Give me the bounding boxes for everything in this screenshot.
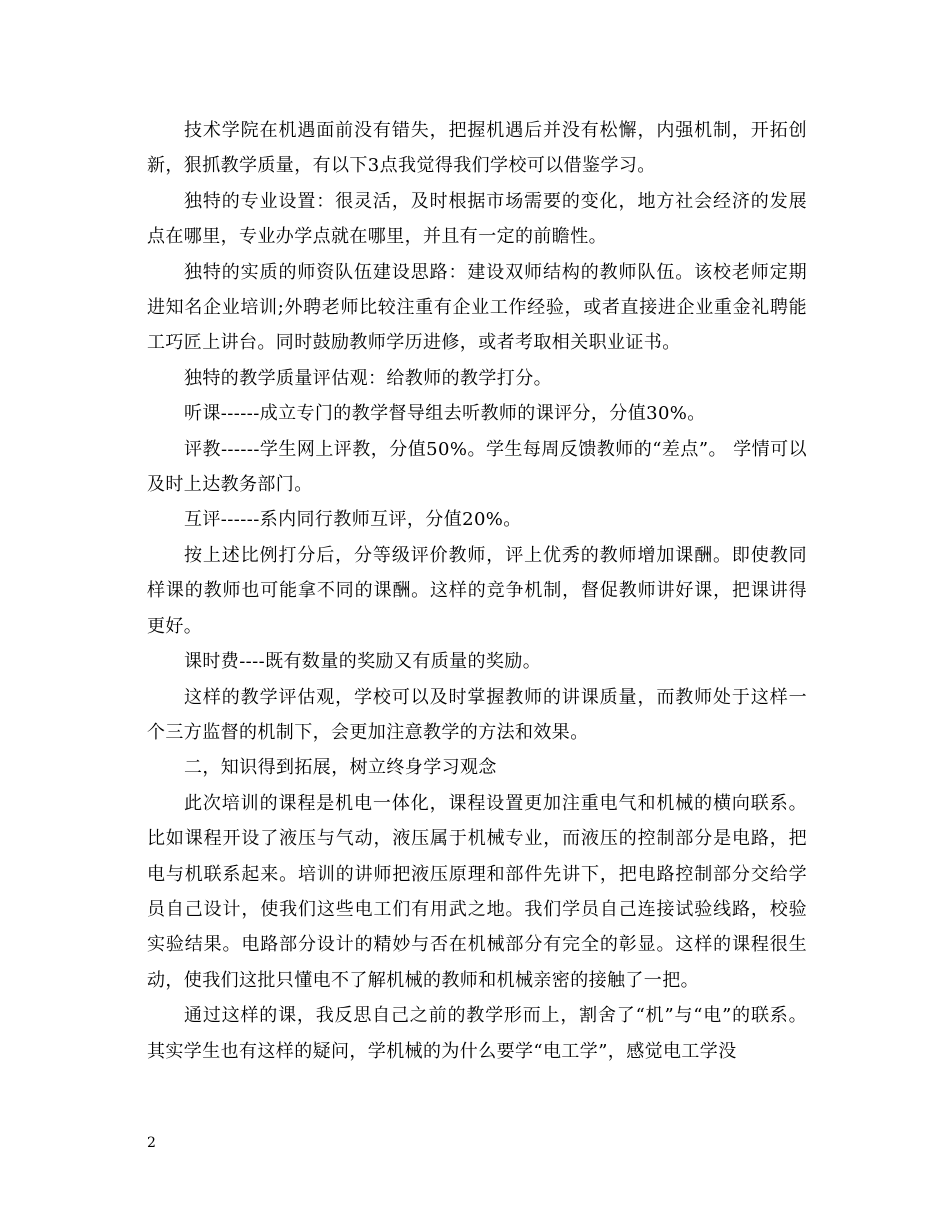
paragraph: 技术学院在机遇面前没有错失，把握机遇后并没有松懈，内强机制，开拓创新，狠抓教学质量，有以下3点我觉得我们学校可以借鉴学习。 (147, 120, 807, 177)
paragraph: 通过这样的课，我反思自己之前的教学形而上，割舍了“机”与“电”的联系。其实学生也有这样的疑问，学机械的为什么要学“电工学”，感觉电工学没 (147, 1005, 807, 1062)
paragraph: 听课------成立专门的教学督导组去听教师的课评分，分值30%。 (184, 403, 706, 425)
paragraph: 课时费----既有数量的奖励又有质量的奖励。 (184, 651, 542, 673)
document-body (147, 113, 807, 1069)
page-number: 2 (147, 1135, 156, 1151)
paragraph: 独特的教学质量评估观：给教师的教学打分。 (184, 367, 552, 389)
paragraph: 独特的专业设置：很灵活，及时根据市场需要的变化，地方社会经济的发展点在哪里，专业办学点就在哪里，并且有一定的前瞻性。 (147, 190, 807, 248)
section-heading: 二，知识得到拓展，树立终身学习观念 (184, 757, 497, 779)
paragraph: 评教------学生网上评教，分值50%。学生每周反馈教师的“差点”。 学情可以及时上达教务部门。 (147, 438, 807, 496)
paragraph: 这样的教学评估观，学校可以及时掌握教师的讲课质量，而教师处于这样一个三方监督的机制下，会更加注意教学的方法和效果。 (147, 686, 807, 743)
paragraph: 按上述比例打分后，分等级评价教师，评上优秀的教师增加课酬。即使教同样课的教师也可能拿不同的课酬。这样的竞争机制，督促教师讲好课，把课讲得更好。 (147, 544, 807, 637)
paragraph: 互评------系内同行教师互评，分值20%。 (184, 509, 522, 531)
paragraph: 独特的实质的师资队伍建设思路：建设双师结构的教师队伍。该校老师定期进知名企业培训;外聘老师比较注重有企业工作经验，或者直接进企业重金礼聘能工巧匠上讲台。同时鼓励教师学历进修，或者考取相关职业证书。 (147, 261, 807, 354)
paragraph: 此次培训的课程是机电一体化，课程设置更加注重电气和机械的横向联系。比如课程开设了液压与气动，液压属于机械专业，而液压的控制部分是电路，把电与机联系起来。培训的讲师把液压原理和部件先讲下，把电路控制部分交给学员自己设计，使我们这些电工们有用武之地。我们学员自己连接试验线路，校验实验结果。电路部分设计的精妙与否在机械部分有完全的彰显。这样的课程很生动，使我们这批只懂电不了解机械的教师和机械亲密的接触了一把。 (147, 792, 807, 991)
